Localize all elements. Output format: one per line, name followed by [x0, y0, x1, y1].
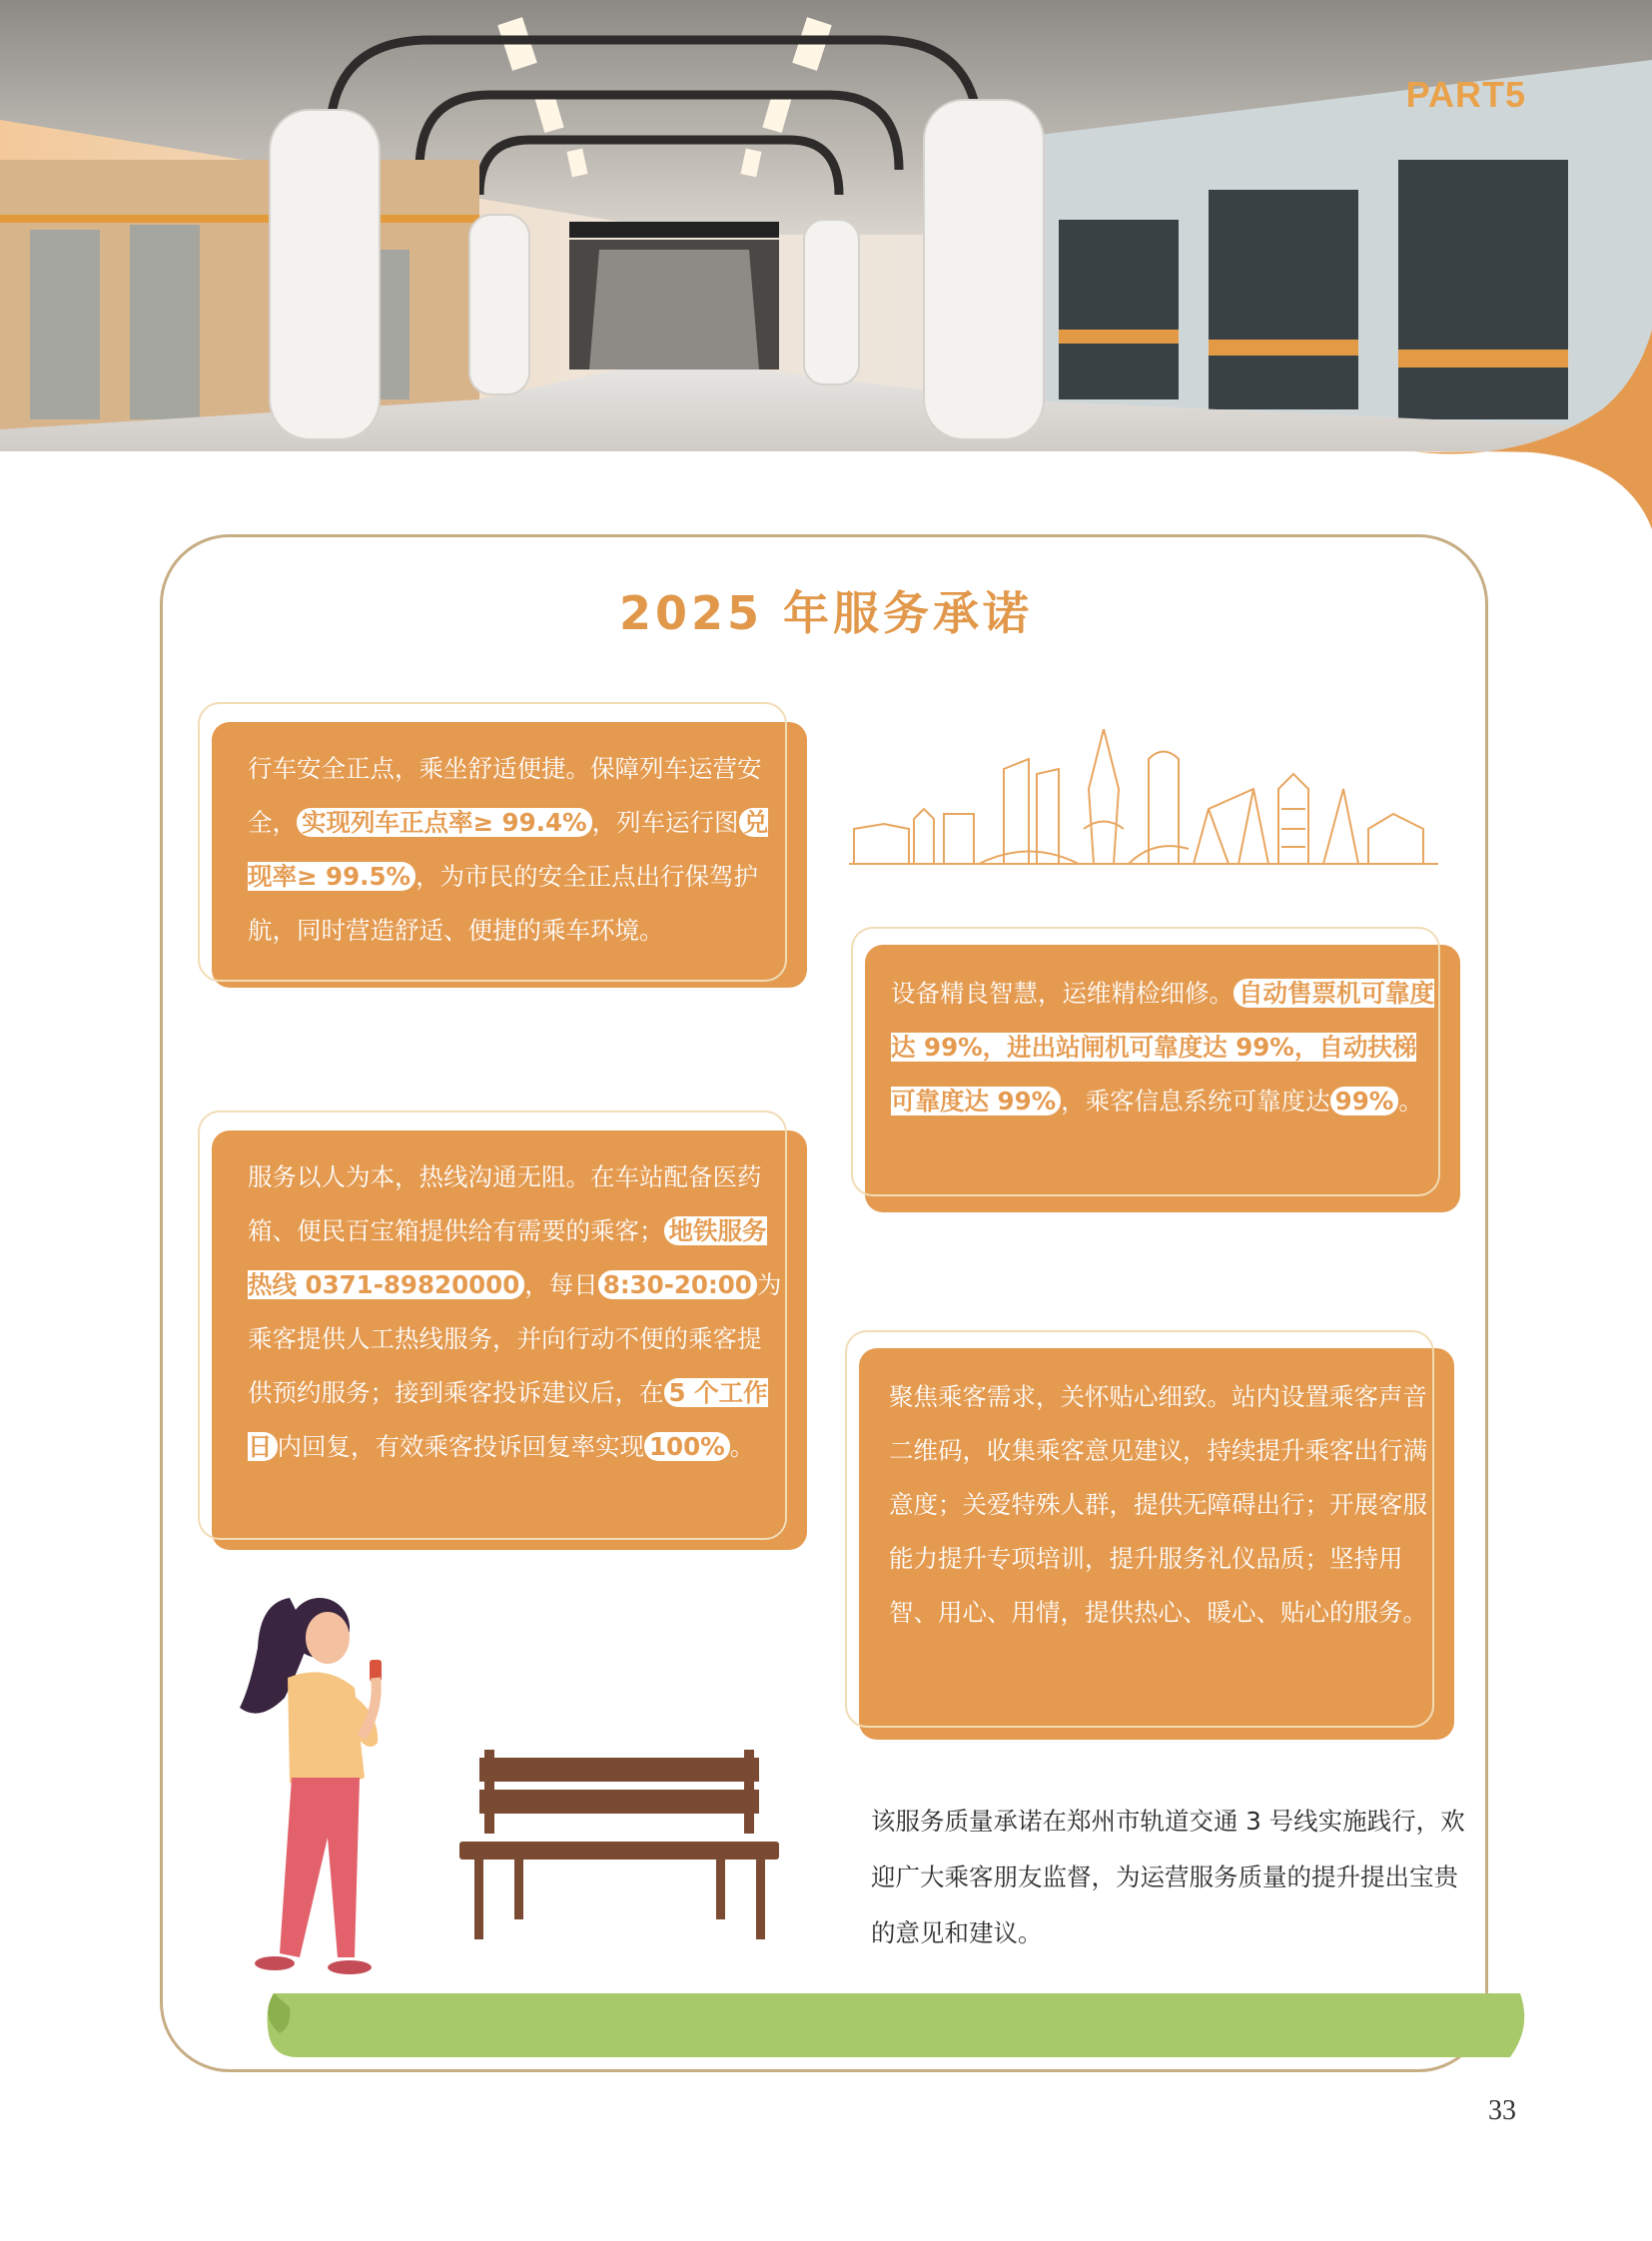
highlight: 自动售票机可靠度达 99%，进出站闸机可靠度达 99%，自动扶梯可靠度达 99%: [891, 979, 1434, 1116]
highlight: 兑现率≥ 99.5%: [248, 808, 769, 891]
park-bench-illustration: [454, 1748, 784, 1947]
highlight: 实现列车正点率≥ 99.4%: [297, 808, 592, 837]
card-outline: [851, 927, 1440, 1196]
highlight: 5 个工作日: [248, 1378, 768, 1461]
part-label: PART5: [1405, 74, 1526, 115]
page-number: 33: [1488, 2095, 1516, 2126]
card-outline: [198, 702, 787, 982]
orange-swoosh-decoration: [1412, 330, 1652, 549]
highlight: 地铁服务热线 0371-89820000: [248, 1216, 767, 1299]
grass-ground-strip: [262, 1987, 1528, 2067]
card-text: 聚焦乘客需求，关怀贴心细致。站内设置乘客声音二维码，收集乘客意见建议，持续提升乘客出行满意度；关爱特殊人群，提供无障碍出行；开展客服能力提升专项培训，提升服务礼仪品质；坚持用智、用心、用情，提供热心、暖心、贴心的服务。: [889, 1382, 1427, 1627]
highlight: 99%: [1330, 1087, 1399, 1116]
woman-with-phone-illustration: [230, 1578, 419, 1977]
highlight: 8:30-20:00: [598, 1270, 757, 1299]
card-outline: [198, 1111, 787, 1540]
highlight: 100%: [644, 1432, 730, 1461]
card-text: 服务以人为本，热线沟通无阻。在车站配备医药箱、便民百宝箱提供给有需要的乘客； 地铁服务热线 0371-89820000 ，每日 8:30-20:00 为乘客提供人工热线服务，并向行动不便的乘客提供预约服务；接到乘客投诉建议后，在 5 个工作日 内回复，有效乘客投诉回复率实现 100% 。: [248, 1162, 782, 1461]
card-text: 设备精良智慧，运维精检细修。 自动售票机可靠度达 99%，进出站闸机可靠度达 99%，自动扶梯可靠度达 99% ，乘客信息系统可靠度达 99% 。: [891, 979, 1434, 1116]
closing-note: 该服务质量承诺在郑州市轨道交通 3 号线实施践行，欢迎广大乘客朋友监督，为运营服务质量的提升提出宝贵的意见和建议。: [871, 1807, 1465, 1947]
city-skyline-icon: [849, 729, 1438, 869]
page-title: 2025 年服务承诺: [618, 586, 1034, 640]
card-outline: [845, 1330, 1434, 1728]
card-text: 行车安全正点，乘坐舒适便捷。保障列车运营安全， 实现列车正点率≥ 99.4% ，列车运行图 兑现率≥ 99.5% ，为市民的安全正点出行保驾护航，同时营造舒适、便捷的乘车环境。: [248, 754, 769, 945]
subway-platform-illustration: [0, 0, 1652, 451]
hero-photo-subway-platform: [0, 0, 1652, 451]
